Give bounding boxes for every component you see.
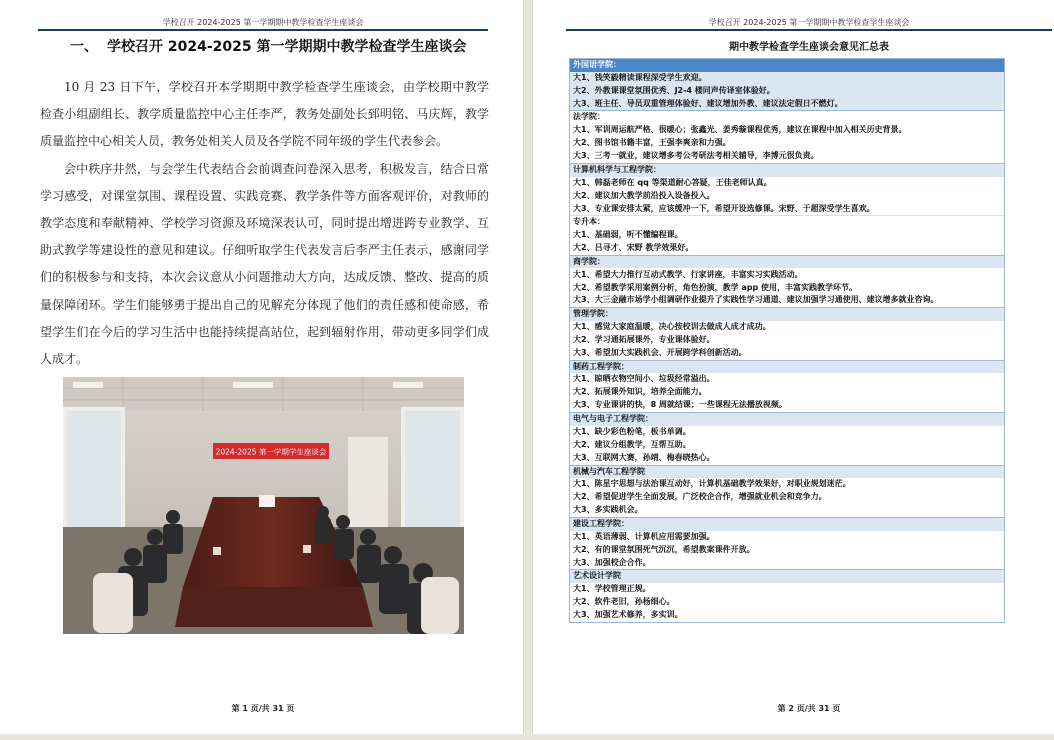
paragraph: 会中秩序井然，与会学生代表结合会前调查问卷深入思考，积极发言，结合日常学习感受，对课堂氛围、课程设置、实践竞赛、教学条件等方面客观评价，对教师的教学态度和奉献精神、学校学习资源及环境深表认可，同时提出增进跨专业教学、互助式教学等建设性的意见和建议。仔细听取学生代表发言后李严主任表示，感谢同学们的积极参与和支持，本次会议意从小问题推动大方向，达成反馈、整改、提高的质量保障闭环。学生们能够勇于提出自己的见解充分体现了他们的责任感和使命感，希望学生们在今后的学习生活中也能持续提高站位，起到辐射作用，带动更多同学们成人成才。 [40, 161, 489, 367]
table-row [570, 531, 1005, 544]
table-row [570, 373, 1005, 386]
opinion-cell: 大1、感觉大家庭温暖，决心按校训去做成人成才成功。 [570, 321, 1005, 334]
table-row [570, 609, 1005, 622]
college-name-cell: 电气与电子工程学院： [570, 413, 1005, 426]
opinion-cell: 大3、加强校企合作。 [570, 557, 1005, 570]
table-row [570, 491, 1005, 504]
opinion-cell: 大2、图书馆书籍丰富，王强李爽亲和力强。 [570, 137, 1005, 150]
opinion-cell: 大3、专业课讲的快，8 周就结课；一些课程无法播放视频。 [570, 399, 1005, 412]
header-rule [566, 29, 1052, 31]
table-row [570, 544, 1005, 557]
table-row [570, 596, 1005, 609]
paragraph: 10 月 23 日下午，学校召开本学期期中教学检查学生座谈会，由学校期中教学检查小组副组长、教学质量监控中心主任李严，教务处副处长郅明铭、马庆辉，教学质量监控中心相关人员，教务处相关人员及各学院不同年级的学生代表参会。 [40, 80, 489, 149]
table-title: 期中教学检查学生座谈会意见汇总表 [729, 42, 889, 53]
opinion-cell: 大1、缺少彩色粉笔，板书单调。 [570, 426, 1005, 439]
header-rule [38, 29, 488, 31]
opinion-cell: 大2、建议分组教学，互帮互助。 [570, 439, 1005, 452]
opinion-cell: 大2、希望促进学生全面发展，广泛校企合作，增强就业机会和竞争力。 [570, 491, 1005, 504]
heading-title: 学校召开 2024-2025 第一学期期中教学检查学生座谈会 [107, 39, 467, 55]
table-row [570, 294, 1005, 307]
table-row [570, 190, 1005, 203]
table-row [570, 321, 1005, 334]
opinion-cell: 大3、班主任、导员双重管理体验好、建议增加外教、建议法定假日不燃灯。 [570, 98, 1005, 111]
opinion-cell: 大2、外教课课堂氛围优秀、J2-4 楼同声传译室体验好。 [570, 85, 1005, 98]
college-name-cell: 建设工程学院： [570, 517, 1005, 530]
opinion-cell: 大2、希望教学采用案例分析，角色扮演，教学 app 使用，丰富实践教学环节。 [570, 281, 1005, 294]
college-name-cell: 计算机科学与工程学院： [570, 163, 1005, 176]
page-gutter [524, 0, 532, 740]
opinion-cell: 大3、加强艺术修养，多实训。 [570, 609, 1005, 622]
opinion-cell: 大1、钱笑毅精读课程深受学生欢迎。 [570, 72, 1005, 85]
page-footer: 第 1 页/共 31 页 [231, 704, 295, 713]
table-row [570, 72, 1005, 85]
college-name-cell: 管理学院： [570, 308, 1005, 321]
table-row [570, 504, 1005, 517]
table-row [570, 281, 1005, 294]
table-row [570, 439, 1005, 452]
document-page-1 [0, 0, 524, 740]
opinion-cell: 大1、陈星宇思想与法治课互动好，计算机基础教学效果好，对职业规划迷茫。 [570, 478, 1005, 491]
college-name-cell: 外国语学院： [570, 59, 1005, 72]
opinion-cell: 大3、希望加大实践机会、开展跨学科创新活动。 [570, 347, 1005, 360]
table-row [570, 85, 1005, 98]
running-header: 学校召开 2024-2025 第一学期期中教学检查学生座谈会 [162, 18, 364, 27]
table-row [570, 177, 1005, 190]
table-row [570, 137, 1005, 150]
college-name-cell: 艺术设计学院 [570, 570, 1005, 583]
heading-number: 一、 [70, 39, 98, 55]
opinion-cell: 大1、军训周运航严格、很暖心；张鑫光、姜秀璇课程优秀，建议在课程中加入相关历史背景。 [570, 124, 1005, 137]
table-group-row [570, 570, 1005, 583]
table-row [570, 386, 1005, 399]
table-row [570, 399, 1005, 412]
table-row [570, 347, 1005, 360]
opinion-cell: 大2、吕寻才、宋野 教学效果好。 [570, 242, 1005, 255]
table-group-row [570, 517, 1005, 530]
opinion-cell: 大3、三考一就业，建议增多考公考研法考相关辅导，李博元很负责。 [570, 150, 1005, 163]
page-footer: 第 2 页/共 31 页 [777, 704, 841, 713]
college-name-cell: 机械与汽车工程学院 [570, 465, 1005, 478]
table-group-row [570, 255, 1005, 268]
table-row [570, 583, 1005, 596]
college-name-cell: 商学院： [570, 255, 1005, 268]
opinion-cell: 大3、互联网大赛，孙靖、梅春晓热心。 [570, 452, 1005, 465]
table-group-row [570, 413, 1005, 426]
table-group-row [570, 465, 1005, 478]
table-row [570, 557, 1005, 570]
table-row [570, 242, 1005, 255]
opinion-cell: 大2、学习通拓展课外，专业课体验好。 [570, 334, 1005, 347]
table-group-row [570, 111, 1005, 124]
opinion-cell: 大1、基础弱，听不懂编程课。 [570, 229, 1005, 242]
opinion-cell: 大3、专业课安排太紧，应该缓冲一下，希望开设选修课。宋野、于超深受学生喜欢。 [570, 203, 1005, 216]
table-group-row [570, 59, 1005, 72]
table-row [570, 150, 1005, 163]
table-row [570, 426, 1005, 439]
table-group-row [570, 163, 1005, 176]
opinion-cell: 大2、有的课堂氛围死气沉沉，希望教案课件开放。 [570, 544, 1005, 557]
table-row [570, 98, 1005, 111]
opinion-cell: 大1、韩磊老师在 qq 等渠道耐心答疑，王佳老师认真。 [570, 177, 1005, 190]
opinion-cell: 大1、希望大力推行互动式教学、行家讲座，丰富实习实践活动。 [570, 268, 1005, 281]
bottom-strip [0, 734, 1054, 740]
photo-banner-text: 2024-2025 第一学期学生座谈会 [215, 447, 327, 457]
opinion-cell: 大3、多实践机会。 [570, 504, 1005, 517]
opinion-cell: 大2、建议加大教学前沿投入设备投入。 [570, 190, 1005, 203]
opinion-cell: 大1、学校管理正规。 [570, 583, 1005, 596]
opinion-cell: 专升本： [570, 216, 1005, 229]
table-row [570, 268, 1005, 281]
opinion-summary-table [569, 58, 1005, 623]
meeting-photo [63, 377, 464, 634]
document-page-2 [532, 0, 1054, 740]
table-row [570, 229, 1005, 242]
table-row [570, 452, 1005, 465]
table-group-row [570, 360, 1005, 373]
opinion-cell: 大3、大三金融市场学小组调研作业提升了实践性学习通道、建议加强学习通使用、建议增多就业咨询。 [570, 294, 1005, 307]
college-name-cell: 制药工程学院： [570, 360, 1005, 373]
table-group-row [570, 308, 1005, 321]
table-row [570, 478, 1005, 491]
table-row [570, 124, 1005, 137]
running-header: 学校召开 2024-2025 第一学期期中教学检查学生座谈会 [708, 18, 910, 27]
opinion-cell: 大2、拓展课外知识，培养全面能力。 [570, 386, 1005, 399]
opinion-cell: 大2、软件老旧，孙杨细心。 [570, 596, 1005, 609]
opinion-cell: 大1、英语薄弱、计算机应用需要加强。 [570, 531, 1005, 544]
article-body [40, 74, 489, 373]
college-name-cell: 法学院： [570, 111, 1005, 124]
opinion-cell: 大1、晾晒衣物空间小、垃圾经常溢出。 [570, 373, 1005, 386]
section-heading [70, 36, 490, 56]
table-subgroup-row [570, 216, 1005, 229]
table-row [570, 334, 1005, 347]
table-row [570, 203, 1005, 216]
